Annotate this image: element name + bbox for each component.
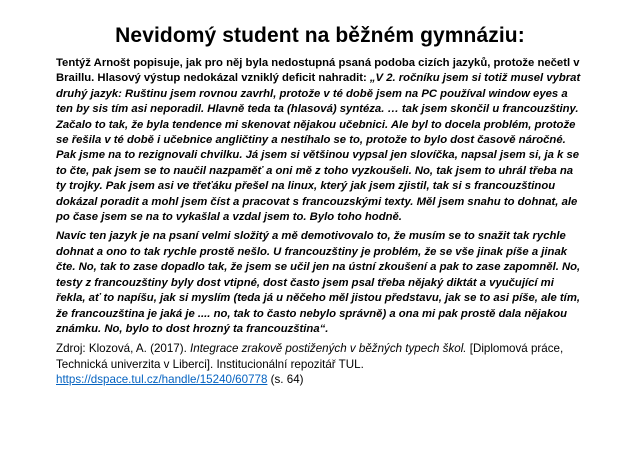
paragraph-2 xyxy=(56,229,586,337)
slide-content xyxy=(56,56,586,388)
paragraph-2-quote: Navíc ten jazyk je na psaní velmi složitý a mě demotivovalo to, že musím se to snažit tak rychle dohnat a ono to tak rychle prostě nešlo. U francouzštiny je problém, že se vše jinak píše a jinak čte. No, tak to zase dopadlo tak, že jsem se učil jen na ústní zkoušení a pak to zase zapomněl. No, testy z francouzštiny byly dost vtipné, dost často jsem psal třeba nějaký diktát a vyučující mi řekla, ať to napíšu, jak si myslím (teda já u něčeho měl jistou představu, jak se to asi píše, ale tím, že francouzština je jaká je .... no, tak to často nebylo správně) a ona mi pak prostě dala nějakou známku. No, bylo to dost hrozný ta francouzština“. xyxy=(56,230,581,335)
paragraph-1-quote: „V 2. ročníku jsem si totiž musel vybrat druhý jazyk: Ruštinu jsem rovnou zavrhl, protože v té době jsem na PC používal window eyes a ten by sis tím asi neporadil. Hlavně teda ta (hlasová) syntéza. … tak jsem skončil u francouzštiny. Začalo to tak, že byla tendence mi skenovat nějakou učebnici. Ale byl to docela problém, protože se řešila v té době i učebnice angličtiny a nestíhalo se to, protože to bylo dost časově náročné. Pak jsme na to rezignovali chvilku. Já jsem si většinou vypsal jen slovíčka, napsal jsem si, ja k se to čte, pak jsem se to naučil nazpaměť a oni mě z toho vyzkoušeli. No, tak jsem to uhrál třeba na ty trojky. Pak jsem asi ve třeťáku přešel na linux, který jak jsem zjistil, tak si s francouzštinou dokázal poradit a mohl jsem číst a pracovat s francouzskými texty. Měl jsem snahu to dohnat, ale po čase jsem se na to vykašlal a vzdal jsem to. Bylo toho hodně. xyxy=(56,72,581,224)
slide-title: Nevidomý student na běžném gymnáziu: xyxy=(115,24,525,47)
source-title: Integrace zrakově postižených v běžných typech škol. xyxy=(190,342,467,356)
paragraph-1 xyxy=(56,56,586,225)
source-link[interactable]: https://dspace.tul.cz/handle/15240/60778 xyxy=(56,373,268,387)
source-suffix: (s. 64) xyxy=(267,373,304,387)
source-prefix: Zdroj: Klozová, A. (2017). xyxy=(56,342,191,356)
paragraph-1-intro: Tentýž Arnošt popisuje, jak pro něj byla nedostupná psaná podoba cizích jazyků, protože nečetl v Braillu. Hlasový výstup nedokázal vzniklý deficit nahradit: xyxy=(56,57,580,85)
source-middle: [Diplomová práce, Technická univerzita v Liberci]. Institucionální repozitář TUL. xyxy=(56,342,564,371)
source-citation xyxy=(56,341,586,387)
